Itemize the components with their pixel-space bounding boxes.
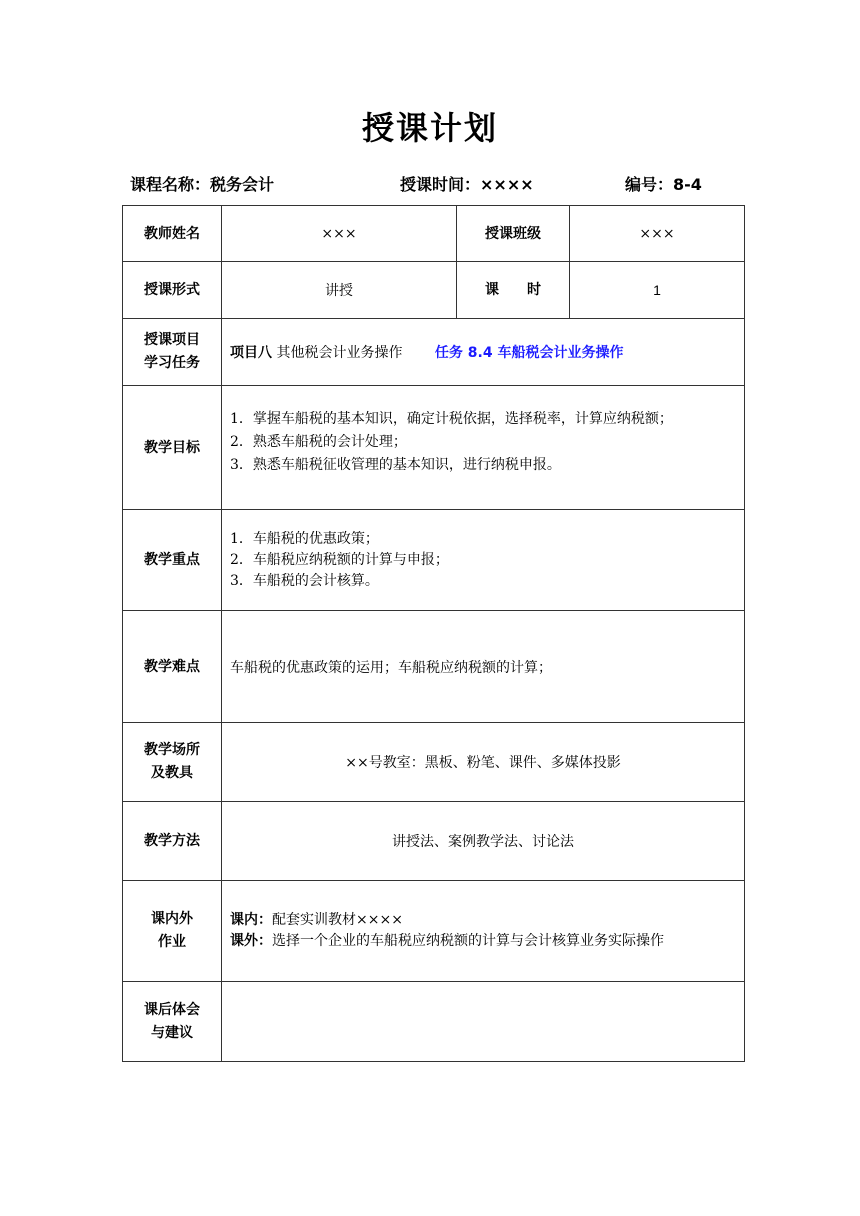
- teacher-label: 教师姓名: [123, 206, 222, 262]
- key-label: 教学重点: [123, 510, 222, 611]
- method-value: 讲授法、案例教学法、讨论法: [222, 802, 745, 881]
- class-label: 授课班级: [457, 206, 570, 262]
- difficulty-label: 教学难点: [123, 611, 222, 723]
- homework-in-label: 课内：: [230, 912, 272, 928]
- course-name: 课程名称：税务会计: [130, 175, 275, 194]
- goal-item: 3．熟悉车船税征收管理的基本知识，进行纳税申报。: [230, 457, 561, 473]
- goal-item: 1．掌握车船税的基本知识，确定计税依据，选择税率，计算应纳税额；: [230, 411, 673, 427]
- homework-out: [230, 931, 736, 952]
- form-label: 授课形式: [123, 262, 222, 319]
- homework-in: [230, 910, 736, 931]
- homework-out-label: 课外：: [230, 933, 272, 949]
- table-row: [123, 206, 745, 262]
- place-label-line-2: 及教具: [151, 765, 193, 781]
- plan-number: 编号：8-4: [625, 175, 702, 194]
- page-title: 授课计划: [361, 109, 498, 147]
- table-row: [123, 881, 745, 982]
- task-project-name: 其他税会计业务操作: [276, 345, 403, 361]
- table-row: [123, 802, 745, 881]
- table-row: [123, 982, 745, 1062]
- task-label-line-1: 授课项目: [144, 332, 200, 348]
- homework-label: [123, 881, 222, 982]
- difficulty-value: 车船税的优惠政策的运用；车船税应纳税额的计算；: [222, 611, 745, 723]
- place-label-line-1: 教学场所: [144, 742, 200, 758]
- review-label: [123, 982, 222, 1062]
- homework-value: [222, 881, 745, 982]
- goals-value: [222, 386, 745, 510]
- homework-out-value: 选择一个企业的车船税应纳税额的计算与会计核算业务实际操作: [272, 933, 664, 949]
- goals-label: 教学目标: [123, 386, 222, 510]
- table-row: [123, 386, 745, 510]
- teacher-value: ×××: [222, 206, 457, 262]
- key-value: [222, 510, 745, 611]
- task-value: [222, 319, 745, 386]
- key-item: 2．车船税应纳税额的计算与申报；: [230, 551, 449, 568]
- task-label-line-2: 学习任务: [144, 355, 200, 371]
- table-row: [123, 262, 745, 319]
- hours-value: 1: [570, 262, 745, 319]
- review-label-line-1: 课后体会: [144, 1001, 200, 1018]
- place-value: ××号教室：黑板、粉笔、课件、多媒体投影: [222, 723, 745, 802]
- homework-in-value: 配套实训教材××××: [272, 912, 403, 928]
- homework-label-line-1: 课内外: [151, 911, 193, 927]
- class-value: ×××: [570, 206, 745, 262]
- task-label: [123, 319, 222, 386]
- task-item: 任务 8.4 车船税会计业务操作: [434, 345, 624, 361]
- table-row: [123, 723, 745, 802]
- table-row: [123, 319, 745, 386]
- goal-item: 2．熟悉车船税的会计处理；: [230, 434, 407, 450]
- key-item: 1．车船税的优惠政策；: [230, 530, 379, 547]
- review-label-line-2: 与建议: [151, 1024, 193, 1041]
- key-item: 3．车船税的会计核算。: [230, 572, 379, 589]
- homework-label-line-2: 作业: [158, 934, 186, 950]
- form-value: 讲授: [222, 262, 457, 319]
- review-value: [222, 982, 745, 1062]
- teaching-time: 授课时间：××××: [400, 175, 534, 194]
- task-project: 项目八: [230, 345, 272, 361]
- table-row: [123, 611, 745, 723]
- hours-label: 课 时: [457, 262, 570, 319]
- method-label: 教学方法: [123, 802, 222, 881]
- place-label: [123, 723, 222, 802]
- table-row: [123, 510, 745, 611]
- plan-table: [122, 205, 745, 1062]
